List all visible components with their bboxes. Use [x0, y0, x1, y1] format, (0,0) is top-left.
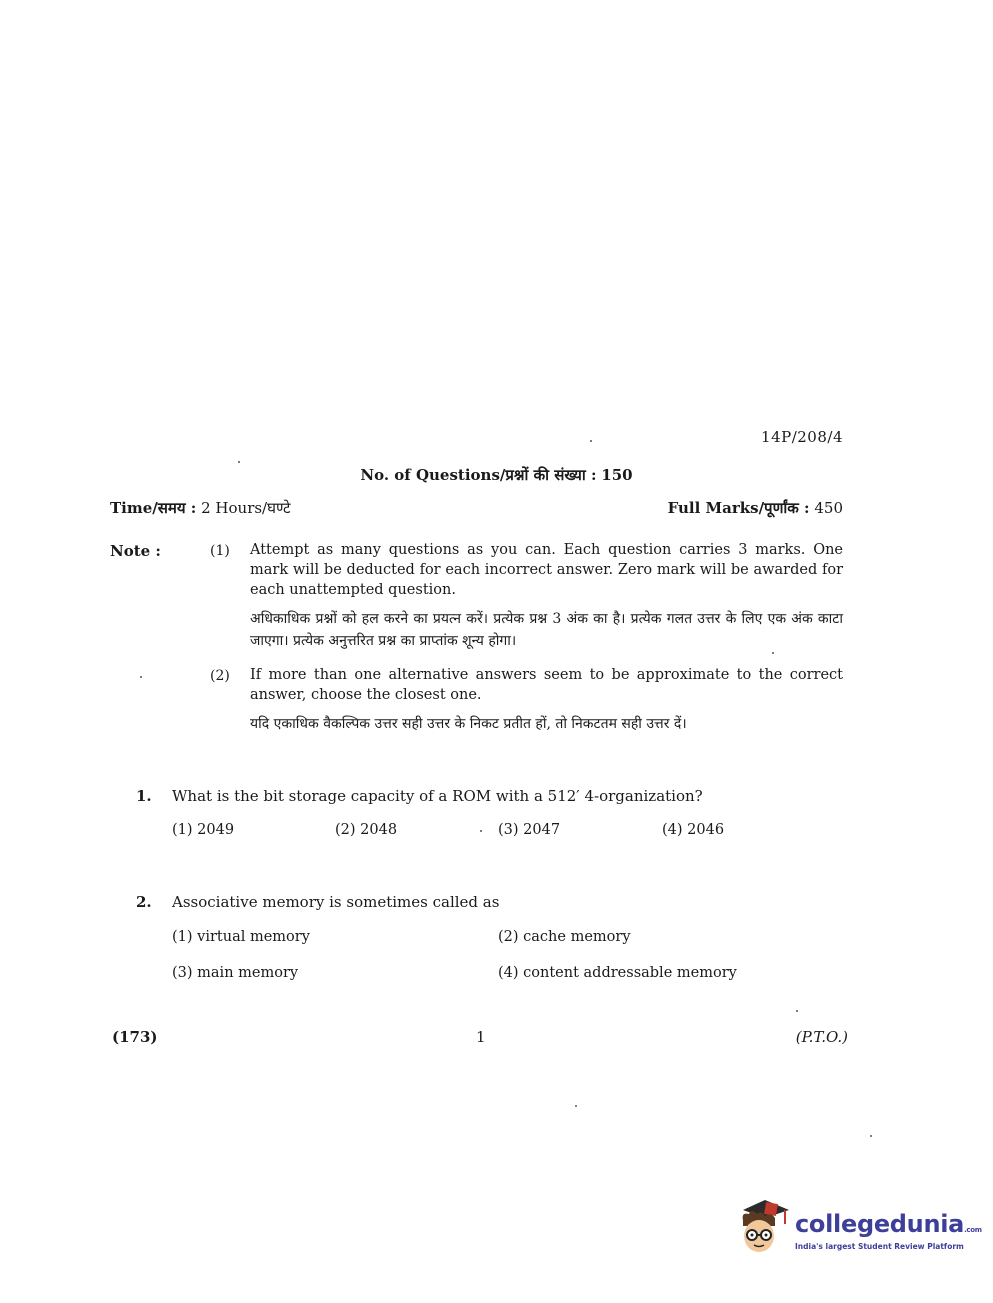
- collegedunia-logo: [735, 1198, 982, 1258]
- option-text: 2046: [687, 822, 725, 838]
- option-text: main memory: [197, 965, 299, 981]
- option-text: cache memory: [523, 929, 631, 945]
- scan-speck: [870, 1135, 872, 1137]
- scan-speck: [140, 676, 142, 678]
- logo-tagline: India's largest Student Review Platform: [795, 1242, 964, 1251]
- option-text: 2049: [197, 822, 235, 838]
- time-allowed: [110, 498, 291, 518]
- question-2-number: 2.: [136, 893, 152, 911]
- number-of-questions: [0, 465, 993, 485]
- scan-speck: [575, 1105, 577, 1107]
- note-2-number: (2): [210, 668, 230, 684]
- option-number: (4): [662, 822, 683, 838]
- option-text: virtual memory: [197, 929, 310, 945]
- logo-brand: [795, 1210, 982, 1238]
- scan-speck: [796, 1010, 798, 1012]
- option-number: (1): [172, 822, 193, 838]
- question-2-option-4: [498, 965, 737, 981]
- note-1-english: Attempt as many questions as you can. Each question carries 3 marks. One mark will be deducted for each incorrect answer. Zero mark will be awarded for each unattempted question.: [250, 542, 843, 598]
- paper-code: 14P/208/4: [761, 428, 843, 446]
- question-1-option-4: [662, 822, 724, 838]
- note-2-hindi: यदि एकाधिक वैकल्पिक उत्तर सही उत्तर के निकट प्रतीत हों, तो निकटतम सही उत्तर दें।: [250, 716, 687, 732]
- question-1-option-2: [335, 822, 397, 838]
- time-label: Time/समय :: [110, 499, 197, 517]
- time-value: 2 Hours/घण्टे: [201, 499, 291, 517]
- question-1-text: What is the bit storage capacity of a ROM with a 512′ 4-organization?: [172, 787, 703, 805]
- full-marks: [668, 498, 843, 518]
- note-1-hindi: अधिकाधिक प्रश्नों को हल करने का प्रयत्न करें। प्रत्येक प्रश्न 3 अंक का है। प्रत्येक गलत उत्तर के लिए एक अंक काटा जाएगा। प्रत्येक अनुत्तरित प्रश्न का प्राप्तांक शून्य होगा।: [250, 611, 843, 649]
- note-label: Note :: [110, 542, 161, 560]
- mascot-icon: [735, 1198, 793, 1258]
- note-1-number: (1): [210, 543, 230, 559]
- option-number: (3): [172, 965, 193, 981]
- question-2-option-2: [498, 929, 631, 945]
- question-1-option-1: [172, 822, 234, 838]
- question-2-option-1: [172, 929, 310, 945]
- scan-speck: [480, 830, 482, 832]
- option-number: (1): [172, 929, 193, 945]
- option-text: content addressable memory: [523, 965, 737, 981]
- footer-booklet-code: (173): [112, 1028, 158, 1046]
- option-number: (2): [335, 822, 356, 838]
- question-1-number: 1.: [136, 787, 152, 805]
- footer-pto: (P.T.O.): [795, 1028, 848, 1046]
- option-text: 2047: [523, 822, 561, 838]
- full-marks-label: Full Marks/पूर्णांक :: [667, 499, 810, 517]
- scan-speck: [590, 440, 592, 442]
- full-marks-value: 450: [814, 499, 843, 517]
- option-number: (3): [498, 822, 519, 838]
- scan-speck: [238, 461, 240, 463]
- logo-brand-text: collegedunia: [795, 1210, 965, 1238]
- option-number: (4): [498, 965, 519, 981]
- question-1-option-3: [498, 822, 560, 838]
- num-questions-value: 150: [601, 466, 633, 484]
- num-questions-label: No. of Questions/प्रश्नों की संख्या :: [360, 466, 597, 484]
- note-2-english: If more than one alternative answers seem to be approximate to the correct answer, choose the closest one.: [250, 667, 843, 703]
- scan-speck: [772, 652, 774, 654]
- option-text: 2048: [360, 822, 398, 838]
- question-2-option-3: [172, 965, 298, 981]
- footer-page-number: 1: [476, 1028, 486, 1046]
- logo-suffix: .com: [964, 1226, 982, 1234]
- option-number: (2): [498, 929, 519, 945]
- question-2-text: Associative memory is sometimes called as: [172, 893, 500, 911]
